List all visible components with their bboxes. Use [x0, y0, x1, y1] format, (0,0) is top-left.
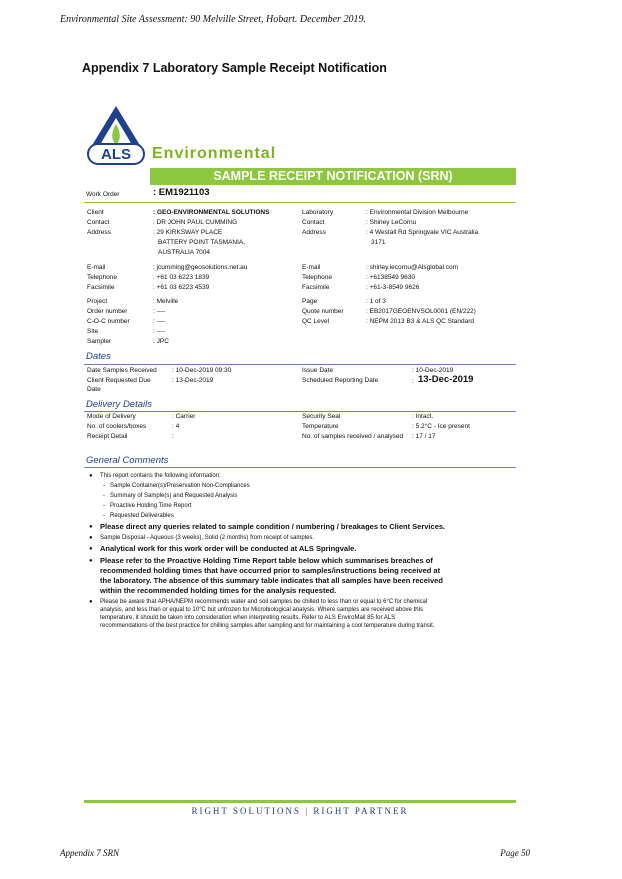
address-line-1: : 29 KIRKSWAY PLACE	[153, 229, 223, 236]
lab-contact-label: Contact	[302, 219, 325, 226]
logo-wordmark: Environmental	[152, 145, 277, 162]
qc-level-value: : NEPM 2013 B3 & ALS QC Standard	[366, 318, 475, 325]
mode-value: : Carrier	[172, 413, 196, 420]
contact-label: Contact	[87, 219, 110, 226]
comment-5-line: the laboratory. The absence of this summary table indicates that all samples have been received	[100, 576, 443, 585]
requested-label: Client Requested Due	[87, 377, 151, 384]
lab-telephone-label: Telephone	[302, 274, 332, 281]
telephone-label: Telephone	[87, 274, 117, 281]
divider	[84, 364, 516, 365]
received-value: : 10-Dec-2019 09:30	[172, 367, 232, 374]
dates-heading: Dates	[86, 351, 111, 362]
comment-4: Analytical work for this work order will be conducted at ALS Springvale.	[100, 544, 357, 553]
coc-number-value: : ----	[153, 318, 166, 325]
seal-label: Security Seal	[302, 413, 341, 420]
scheduled-label: Scheduled Reporting Date	[302, 377, 379, 384]
logo-mark: ALS	[101, 146, 131, 163]
coolers-value: : 4	[172, 423, 180, 430]
comments-heading: General Comments	[86, 455, 169, 466]
requested-label-2: Date	[87, 386, 101, 393]
samples-count-label: No. of samples received / analysed	[302, 433, 404, 440]
footer-left: Appendix 7 SRN	[60, 848, 119, 858]
seal-value: : Intact.	[412, 413, 434, 420]
mode-label: Mode of Delivery	[87, 413, 136, 420]
issue-value: : 10-Dec-2019	[412, 367, 454, 374]
sub-item: - Requested Deliverables	[103, 513, 174, 519]
comment-5-line: Please refer to the Proactive Holding Time Report table below which summarises breaches of	[100, 556, 433, 565]
address-line-3: AUSTRALIA 7004	[158, 249, 211, 256]
email-value: : jcumming@geosolutions.net.au	[153, 264, 248, 271]
coc-number-label: C-O-C number	[87, 318, 130, 325]
qc-level-label: QC Level	[302, 318, 330, 325]
page-value: : 1 of 3	[366, 298, 386, 305]
coolers-label: No. of coolers/boxes	[87, 423, 147, 430]
telephone-value: : +61 03 6223 1839	[153, 274, 210, 281]
delivery-heading: Delivery Details	[86, 399, 152, 410]
als-logo-icon	[86, 104, 146, 166]
order-number-label: Order number	[87, 308, 128, 315]
bullet-icon: ●	[89, 599, 93, 605]
sub-item: - Sample Container(s)/Preservation Non-Compliances	[103, 483, 250, 489]
bullet-icon: ●	[89, 524, 93, 530]
facsimile-value: : +61 03 6223 4539	[153, 284, 210, 291]
footer-rule	[84, 800, 516, 803]
lab-facsimile-label: Facsimile	[302, 284, 330, 291]
project-value: : Melville	[153, 298, 179, 305]
comment-5-line: within the recommended holding times for the analysis requested.	[100, 586, 337, 595]
lab-facsimile-value: : +61-3-8549 9626	[366, 284, 420, 291]
lab-contact-value: : Shirley LeCornu	[366, 219, 417, 226]
temperature-label: Temperature	[302, 423, 339, 430]
site-label: Site	[87, 328, 99, 335]
client-label: Client	[87, 209, 104, 216]
work-order-label: Work Order	[86, 191, 120, 198]
project-label: Project	[87, 298, 108, 305]
comment-6-line: Please be aware that APHA/NEPM recommends water and soil samples be chilled to less than or equal to 6°C for chemical	[100, 599, 428, 605]
lab-email-value: : shirley.lecornu@Alsglobal.com	[366, 264, 459, 271]
scheduled-colon: :	[412, 378, 414, 385]
sampler-value: : JPC	[153, 338, 169, 345]
quote-number-label: Quote number	[302, 308, 344, 315]
temperature-value: : 5.2°C - Ice present	[412, 423, 470, 430]
email-label: E-mail	[87, 264, 106, 271]
comment-6-line: recommendations of the best practice for chilling samples after sampling and for maintaining a cool temperature during transit.	[100, 623, 435, 629]
appendix-title: Appendix 7 Laboratory Sample Receipt Notification	[82, 61, 387, 75]
sub-item: - Summary of Sample(s) and Requested Analysis	[103, 493, 238, 499]
laboratory-value: : Environmental Division Melbourne	[366, 209, 469, 216]
client-value: : GEO-ENVIRONMENTAL SOLUTIONS	[153, 209, 270, 216]
page-label: Page	[302, 298, 318, 305]
lab-address-line-1: : 4 Westall Rd Springvale VIC Australia	[366, 229, 479, 236]
tagline: RIGHT SOLUTIONS | RIGHT PARTNER	[191, 806, 409, 816]
lab-telephone-value: : +6138549 9630	[366, 274, 415, 281]
lab-email-label: E-mail	[302, 264, 321, 271]
comment-5-line: recommended holding times that have occurred prior to samples/instructions being received at	[100, 566, 441, 575]
issue-label: Issue Date	[302, 367, 334, 374]
work-order-value: : EM1921103	[153, 187, 210, 198]
divider	[84, 411, 516, 412]
bullet-icon: ●	[89, 473, 93, 479]
comment-6-line: temperature, it should be taken into consideration when interpreting results. Refer to ALS EnviroMail 85 for ALS	[100, 615, 396, 621]
quote-number-value: : EB2017GEOENVSOL0001 (EN/222)	[366, 308, 476, 315]
facsimile-label: Facsimile	[87, 284, 115, 291]
laboratory-label: Laboratory	[302, 209, 334, 216]
bullet-icon: ●	[89, 546, 93, 552]
divider	[84, 467, 516, 468]
comment-2: Please direct any queries related to sample condition / numbering / breakages to Client Services.	[100, 522, 446, 531]
contact-value: : DR JOHN PAUL CUMMING	[153, 219, 238, 226]
address-line-2: BATTERY POINT TASMANIA,	[158, 239, 246, 246]
bullet-icon: ●	[89, 535, 93, 541]
order-number-value: : ----	[153, 308, 166, 315]
lab-address-label: Address	[302, 229, 326, 236]
bullet-icon: ●	[89, 558, 93, 564]
divider	[84, 202, 516, 203]
scheduled-value: 13-Dec-2019	[418, 374, 474, 385]
page-number: Page 50	[500, 848, 530, 858]
address-label: Address	[87, 229, 111, 236]
receipt-value: :	[172, 433, 174, 440]
comment-3: Sample Disposal - Aqueous (3 weeks), Solid (2 months) from receipt of samples.	[100, 535, 315, 541]
sub-item: - Proactive Holding Time Report	[103, 503, 192, 509]
received-label: Date Samples Received	[87, 367, 157, 374]
srn-banner: SAMPLE RECEIPT NOTIFICATION (SRN)	[150, 168, 516, 185]
site-value: : ----	[153, 328, 166, 335]
receipt-label: Receipt Detail	[87, 433, 128, 440]
sampler-label: Sampler	[87, 338, 112, 345]
comment-1: This report contains the following information:	[100, 473, 221, 479]
samples-count-value: : 17 / 17	[412, 433, 436, 440]
requested-value: : 13-Dec-2019	[172, 377, 214, 384]
comment-6-line: analysis, and less than or equal to 10°C but unfrozen for Microbiological analysis. Where samples are received above this	[100, 607, 423, 613]
running-header: Environmental Site Assessment: 90 Melville Street, Hobart. December 2019.	[60, 14, 366, 25]
lab-address-line-2: 3171	[371, 239, 386, 246]
